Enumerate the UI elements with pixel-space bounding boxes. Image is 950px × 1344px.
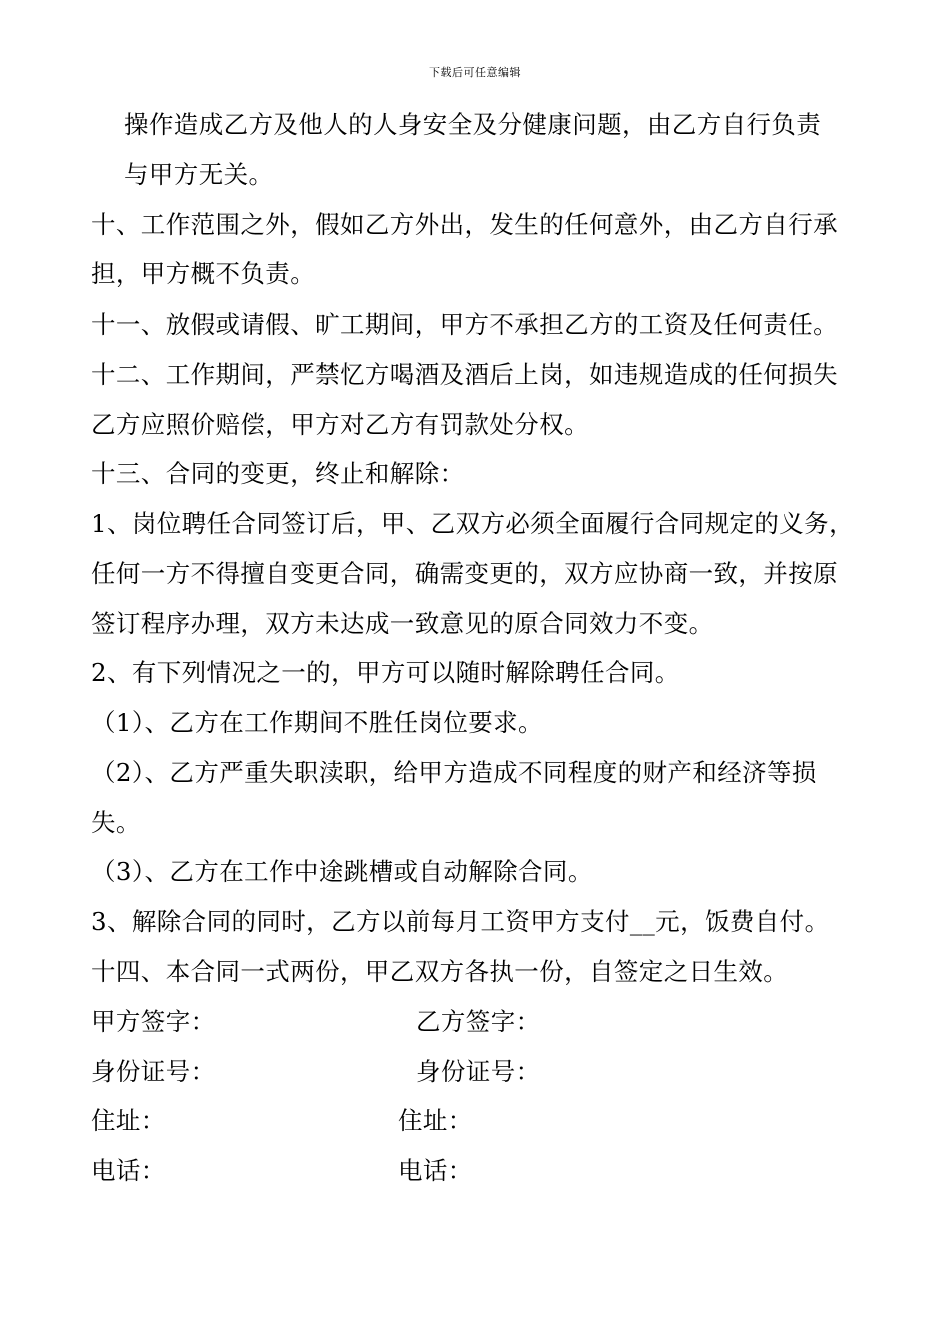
clause-14: 十四、本合同一式两份，甲乙双方各执一份，自签定之日生效。 xyxy=(91,957,789,986)
body-line-2: 与甲方无关。 xyxy=(124,160,274,189)
party-a-signature-label: 甲方签字： xyxy=(91,1007,216,1036)
party-a-address-label: 住址： xyxy=(91,1106,166,1135)
clause-10: 十、工作范围之外，假如乙方外出，发生的任何意外，由乙方自行承 xyxy=(91,210,838,239)
clause-13: 十三、合同的变更，终止和解除： xyxy=(91,459,465,488)
clause-13-item-1: 1、岗位聘任合同签订后，甲、乙双方必须全面履行合同规定的义务， xyxy=(91,509,854,538)
clause-12: 十二、工作期间，严禁忆方喝酒及酒后上岗，如违规造成的任何损失 xyxy=(91,360,838,389)
clause-12-cont: 乙方应照价赔偿，甲方对乙方有罚款处分权。 xyxy=(91,410,589,439)
clause-13-item-2-sub-3: （3）、乙方在工作中途跳槽或自动解除合同。 xyxy=(91,857,593,886)
clause-11: 十一、放假或请假、旷工期间，甲方不承担乙方的工资及任何责任。 xyxy=(91,310,838,339)
clause-13-item-1-cont: 任何一方不得擅自变更合同，确需变更的，双方应协商一致，并按原 xyxy=(91,559,838,588)
party-b-address-label: 住址： xyxy=(398,1106,473,1135)
clause-13-item-2-sub-2-cont: 失。 xyxy=(91,808,141,837)
party-a-phone-label: 电话： xyxy=(91,1156,166,1185)
party-b-id-label: 身份证号： xyxy=(416,1057,541,1086)
page-header: 下载后可任意编辑 xyxy=(429,66,521,79)
body-line-1: 操作造成乙方及他人的人身安全及分健康问题，由乙方自行负责 xyxy=(124,110,822,139)
clause-13-item-2-sub-1: （1）、乙方在工作期间不胜任岗位要求。 xyxy=(91,708,543,737)
clause-13-item-1-cont2: 签订程序办理，双方未达成一致意见的原合同效力不变。 xyxy=(91,609,714,638)
party-b-phone-label: 电话： xyxy=(398,1156,473,1185)
clause-10-cont: 担，甲方概不负责。 xyxy=(91,259,316,288)
clause-13-item-2: 2、有下列情况之一的，甲方可以随时解除聘任合同。 xyxy=(91,658,680,687)
party-a-id-label: 身份证号： xyxy=(91,1057,216,1086)
clause-13-item-3: 3、解除合同的同时，乙方以前每月工资甲方支付__元，饭费自付。 xyxy=(91,907,830,936)
clause-13-item-2-sub-2: （2）、乙方严重失职渎职，给甲方造成不同程度的财产和经济等损 xyxy=(91,758,817,787)
party-b-signature-label: 乙方签字： xyxy=(416,1007,541,1036)
